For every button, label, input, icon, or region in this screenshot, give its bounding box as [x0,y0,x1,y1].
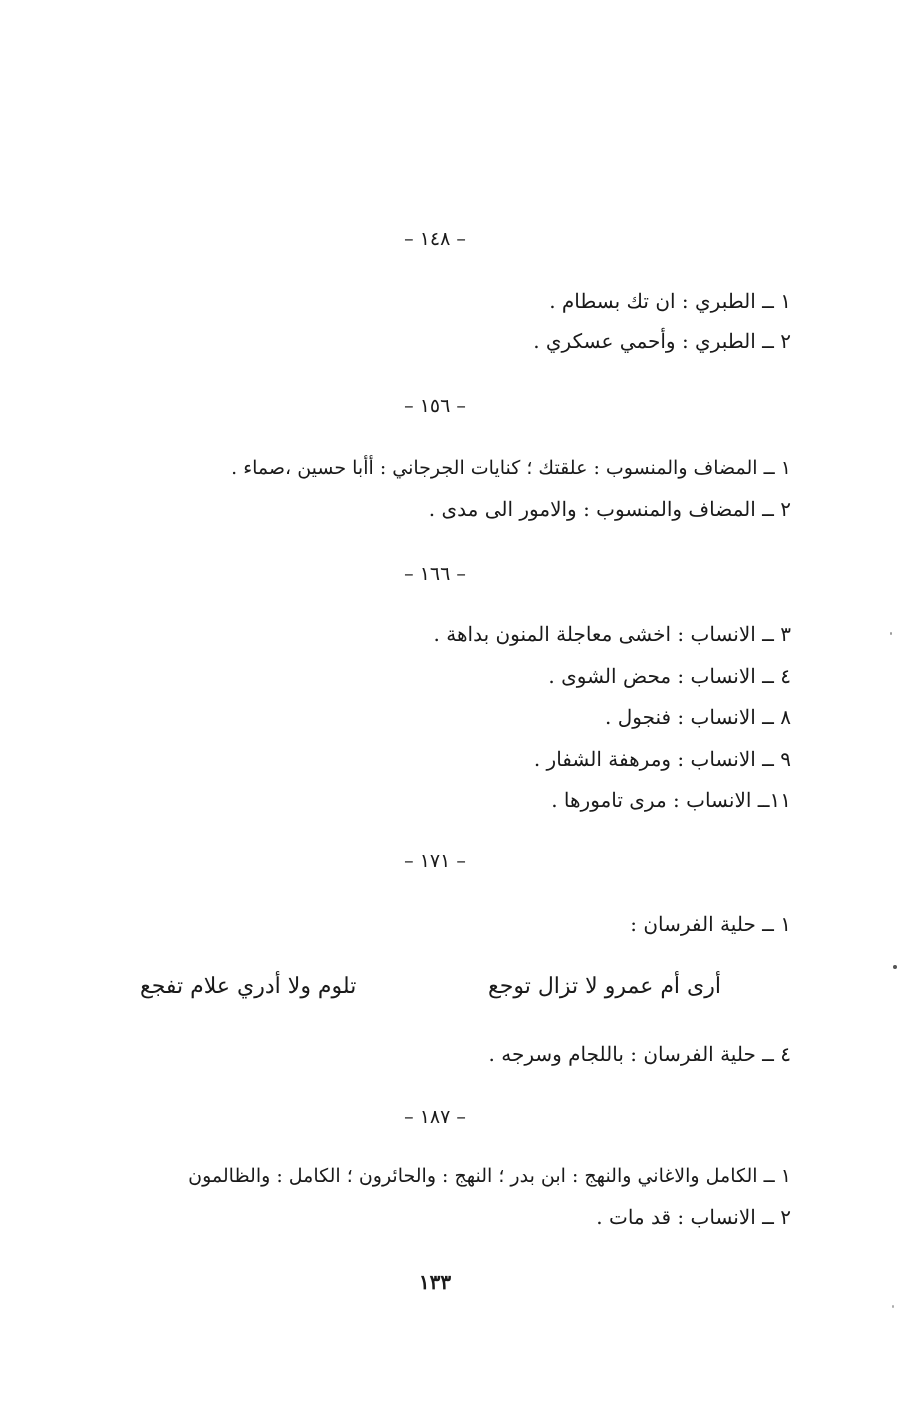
verse-second-hemistich: تلوم ولا أدري علام تفجع [140,974,357,999]
footnote-line: ٣ ــ الانساب : اخشى معاجلة المنون بداهة . [433,622,791,646]
verse-first-hemistich: أرى أم عمرو لا تزال توجع [488,974,721,999]
footnote-line: ١ ــ المضاف والمنسوب : علقتك ؛ كنايات الجرجاني : أأبا حسين ،صماء . [231,457,791,479]
page-number: ١٣٣ [418,1270,452,1294]
footnote-line: ٨ ــ الانساب : فنجول . [604,705,791,729]
section-heading-187: – ١٨٧ – [404,1106,466,1128]
section-heading-148: – ١٤٨ – [404,228,466,250]
footnote-line: ٩ ــ الانساب : ومرهفة الشفار . [533,747,791,771]
scan-speck [893,965,897,969]
scan-speck [892,1305,894,1308]
footnote-line: ١ ــ الطبري : ان تك بسطام . [549,289,791,313]
footnote-line: ١١ــ الانساب : مرى تامورها . [551,788,791,812]
footnote-line: ٢ ــ الانساب : قد مات . [596,1205,791,1229]
footnote-line: ٢ ــ الطبري : وأحمي عسكري . [533,329,791,353]
footnote-line: ١ ــ حلية الفرسان : [630,912,791,936]
section-heading-171: – ١٧١ – [404,850,466,872]
footnote-line: ٢ ــ المضاف والمنسوب : والامور الى مدى . [428,497,791,521]
footnote-line: ٤ ــ حلية الفرسان : باللجام وسرجه . [488,1042,791,1066]
section-heading-166: – ١٦٦ – [404,563,466,585]
section-heading-156: – ١٥٦ – [404,395,466,417]
footnote-line: ٤ ــ الانساب : محض الشوى . [548,664,791,688]
footnote-line: ١ ــ الكامل والاغاني والنهج : ابن بدر ؛ النهج : والحائرون ؛ الكامل : والظالمون [188,1165,791,1187]
scan-speck [890,632,892,635]
